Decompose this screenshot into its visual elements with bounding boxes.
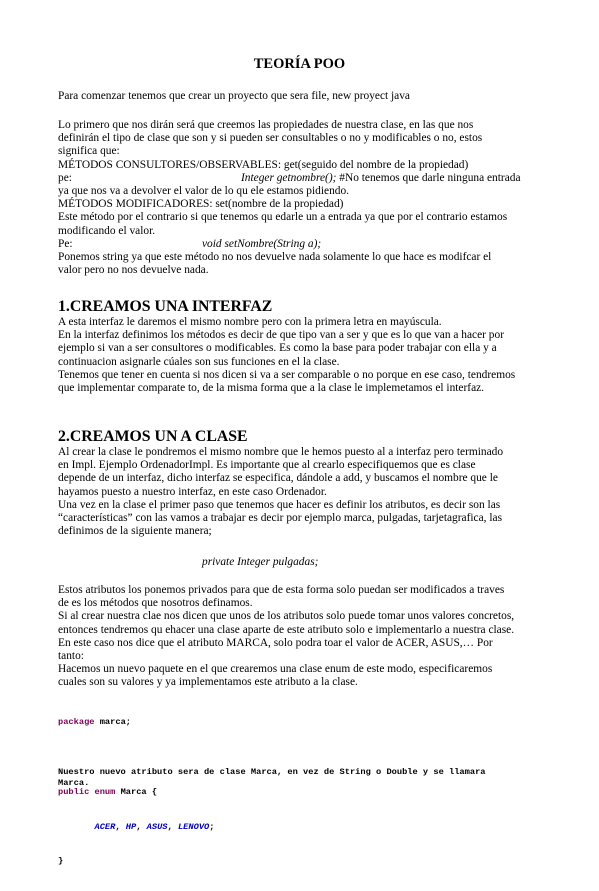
text-line: Lo primero que nos dirán será que creemos las propiedades de nuestra clase, en las que nos	[58, 119, 474, 131]
section-2-continued	[58, 584, 548, 690]
code-line: }	[58, 856, 64, 867]
text-line: significa que:	[58, 145, 120, 158]
text-line: cuales son su valores y ya implementamos este atributo a la clase.	[58, 676, 358, 689]
document-title: TEORÍA POO	[253, 56, 346, 72]
text-line: Si al crear nuestra clae nos dicen que unos de los atributos solo puede tomar unos valores concretos,	[58, 610, 515, 623]
intro-paragraph	[58, 90, 548, 103]
intro-text: Para comenzar tenemos que crear un proyecto que sera file, new proyect java	[58, 90, 410, 102]
text-line: que implementar comparate to, de la misma forma que a la clase le implemetamos el interfaz.	[58, 382, 485, 395]
enum-constant: LENOVO	[177, 821, 210, 832]
note-line: Marca.	[58, 778, 90, 789]
methods-paragraph	[58, 119, 548, 277]
code-line	[58, 717, 558, 729]
code-keyword: enum	[94, 786, 116, 797]
text-line: definirán el tipo de clase que son y si pueden ser consultables o no y modificables o no, estos	[58, 132, 483, 145]
code-text: marca;	[94, 717, 131, 728]
text-line: tanto:	[58, 650, 84, 663]
example-label: pe:	[58, 171, 72, 184]
example-line	[58, 172, 548, 185]
text-line: ejemplo si van a ser consultores o modificables. Es como la base para poder trabajar con ella y a	[58, 342, 497, 355]
text-line: MÉTODOS MODIFICADORES: set(nombre de la propiedad)	[58, 198, 344, 211]
section-heading: 2.CREAMOS UN A CLASE	[58, 428, 248, 445]
text-line: Hacemos un nuevo paquete en el que crearemos una clase enum de este modo, especificaremos	[58, 663, 493, 676]
text-line: MÉTODOS CONSULTORES/OBSERVABLES: get(seguido del nombre de la propiedad)	[58, 158, 469, 171]
closing-note	[58, 767, 558, 790]
text-line: entonces tendremos qu ehacer una clase aparte de este atributo solo e implementarlo a nuestra clase.	[58, 623, 515, 636]
text-line: Una vez en la clase el primer paso que tenemos que hacer es definir los atributos, es decir son las	[58, 498, 501, 511]
enum-constant: HP	[125, 821, 137, 832]
code-keyword: package	[58, 717, 95, 728]
text-line: Estos atributos los ponemos privados para que de esta forma solo puedan ser modificados a traves	[58, 584, 505, 596]
text-line: Al crear la clase le pondremos el mismo nombre que le hemos puesto al a interfaz pero terminado	[58, 446, 504, 458]
example-label: Pe:	[58, 237, 73, 250]
text-line: continuacion asignarle cúales son sus funciones en el la clase.	[58, 355, 340, 368]
text-line: valor pero no nos devuelve nada.	[58, 264, 209, 277]
section-2	[58, 428, 548, 538]
example-line	[58, 238, 548, 251]
example-code: void setNombre(String a);	[202, 237, 322, 250]
text-line: modificando el valor.	[58, 224, 156, 237]
text-line: En este caso nos dice que el atributo MARCA, solo podra toar el valor de ACER, ASUS,… Por	[58, 636, 493, 649]
text-line: A esta interfaz le daremos el mismo nombre pero con la primera letra en mayúscula.	[58, 316, 442, 328]
text-line: En la interfaz definimos los métodos es decir de que tipo van a ser y que es lo que van a hacer por	[58, 329, 504, 342]
text-line: en Impl. Ejemplo OrdenadorImpl. Es importante que al crearlo especifiquemos que es clase	[58, 459, 476, 472]
code-block	[58, 694, 558, 891]
code-line	[58, 752, 558, 764]
enum-constant: ACER	[94, 821, 116, 832]
text-line: Tenemos que tener en cuenta si nos dicen si va a ser comparable o no porque en ese caso, tendremos	[58, 368, 516, 381]
code-text: Marca {	[115, 786, 158, 797]
text-line: depende de un interfaz, dicho interfaz se especifica, dándole a add, y buscamos el nombre que le	[58, 472, 498, 485]
text-line: “características” con las vamos a trabajar es decir por ejemplo marca, pulgadas, tarjetagrafica, las	[58, 512, 503, 525]
code-line: ACER, HP, ASUS, LENOVO;	[94, 821, 215, 832]
text-line: Este método por el contrario si que tenemos qu edarle un a entrada ya que por el contrario estamos	[58, 211, 508, 224]
section-heading: 1.CREAMOS UNA INTERFAZ	[58, 298, 273, 315]
section-1	[58, 298, 548, 395]
example-code: Integer getnombre();	[241, 171, 337, 184]
text-line: hayamos puesto a nuestro interfaz, en este caso Ordenador.	[58, 485, 327, 498]
text-line: de es los métodos que nosotros definamos.	[58, 597, 253, 610]
enum-constant: ASUS	[146, 821, 168, 832]
text-line: Ponemos string ya que este método no nos devuelve nada solamente lo que hace es modifcar el	[58, 251, 492, 264]
example-comment: #No tenemos que darle ninguna entrada	[336, 171, 521, 184]
text-line: definimos de la siguiente manera;	[58, 525, 212, 538]
attribute-example	[58, 556, 548, 569]
code-keyword: public	[58, 786, 90, 797]
note-line: Nuestro nuevo atributo sera de clase Marca, en vez de String o Double y se llamara	[58, 767, 486, 777]
example-code: private Integer pulgadas;	[202, 556, 319, 568]
text-line: ya que nos va a devolver el valor de lo qu ele estamos pidiendo.	[58, 185, 350, 198]
